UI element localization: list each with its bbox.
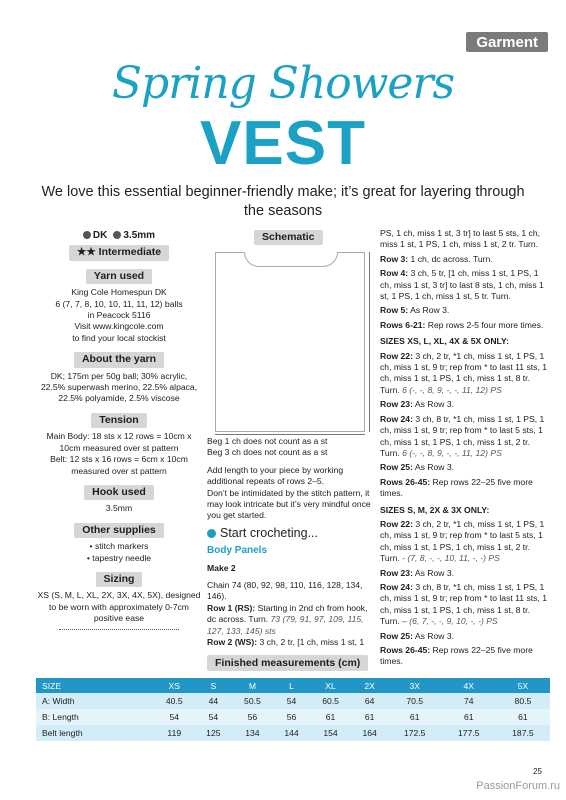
pattern-row: Row 4: 3 ch, 5 tr, [1 ch, miss 1 st, 1 PS, 1 ch, miss 1 st, 3 tr] to last 8 sts, 1 ch, miss 1 st, 1 PS, 1 ch, miss 1 st, 5 tr. Turn. bbox=[380, 268, 544, 302]
table-cell: 61 bbox=[352, 709, 388, 725]
page-number: 25 bbox=[533, 767, 542, 776]
table-cell: 56 bbox=[273, 709, 309, 725]
table-cell: 172.5 bbox=[388, 725, 442, 741]
title-main: VEST bbox=[200, 109, 366, 178]
yarn-line: Visit www.kingcole.com bbox=[74, 321, 164, 332]
table-cell: 119 bbox=[153, 725, 195, 741]
row-2: Row 2 (WS): 3 ch, 2 tr, [1 ch, miss 1 st, 1 bbox=[207, 637, 365, 648]
pattern-row: Rows 26-45: Rep rows 22–25 five more times. bbox=[380, 476, 533, 499]
table-cell: 61 bbox=[388, 709, 442, 725]
table-cell: 154 bbox=[310, 725, 352, 741]
about-line: 22.5% superwash merino, 22.5% alpaca, bbox=[40, 382, 198, 393]
column-header: 4X bbox=[442, 678, 496, 693]
yarn-line: in Peacock 5116 bbox=[87, 310, 151, 321]
table-cell: 54 bbox=[195, 709, 231, 725]
table-cell: 54 bbox=[153, 709, 195, 725]
table-cell: 80.5 bbox=[496, 693, 550, 709]
yarn-line: to find your local stockist bbox=[72, 332, 166, 343]
pattern-row: Rows 6-21: Rep rows 2-5 four more times. bbox=[380, 319, 544, 330]
table-row bbox=[36, 725, 550, 741]
yarn-header: Yarn used bbox=[86, 269, 152, 284]
tension-line: measured over st pattern bbox=[71, 465, 167, 476]
supplies-header: Other supplies bbox=[74, 523, 164, 538]
yarn-line: King Cole Homespun DK bbox=[71, 287, 167, 298]
table-cell: 60.5 bbox=[310, 693, 352, 709]
table-cell: B: Length bbox=[36, 709, 153, 725]
sizing-text: XS (S, M, L, XL, 2X, 3X, 4X, 5X), designed to be worn with approximately 0-7cm positive ease bbox=[37, 590, 201, 624]
table-cell: 64 bbox=[352, 693, 388, 709]
note-2: Beg 3 ch does not count as a st bbox=[207, 447, 328, 458]
chain-instruction: Chain 74 (80, 92, 98, 110, 116, 128, 134, 146). bbox=[207, 580, 363, 602]
column-header: XL bbox=[310, 678, 352, 693]
table-cell: 61 bbox=[310, 709, 352, 725]
table-cell: 70.5 bbox=[388, 693, 442, 709]
width-arrow bbox=[215, 434, 365, 435]
supply-item: • stitch markers bbox=[89, 541, 149, 552]
table-cell: 61 bbox=[442, 709, 496, 725]
pattern-row: Row 3: 1 ch, dc across. Turn. bbox=[380, 253, 493, 264]
column-header: L bbox=[273, 678, 309, 693]
pattern-row: Row 24: 3 ch, 8 tr, *1 ch, miss 1 st, 1 PS, 1 ch, miss 1 st, 9 tr; rep from * to last 11 sts, 1 ch, miss 1 st, 1 PS, 1 ch, miss 1 st, 8 tr. Turn. – (6, 7, -, -, 9, 10, -, -) PS bbox=[380, 581, 547, 627]
sizing-header: Sizing bbox=[96, 572, 143, 587]
pattern-row: Row 22: 3 ch, 2 tr, *1 ch, miss 1 st, 1 PS, 1 ch, miss 1 st, 9 tr; rep from * to last 11 sts, 1 ch, miss 1 st, 1 PS, 1 ch, miss 1 st, 8 tr. Turn. 6 (-, -, 8, 9, -, -, 11, 12) PS bbox=[380, 350, 547, 395]
watermark: PassionForum.ru bbox=[476, 780, 560, 792]
advice-2: Don’t be intimidated by the stitch pattern, it may look intricate but it’s very mindful once you get started. bbox=[207, 487, 371, 521]
advice-1: Add length to your piece by working additional repeats of rows 2–5. bbox=[207, 464, 344, 487]
measurements-header: Finished measurements (cm) bbox=[207, 655, 368, 671]
table-cell: 134 bbox=[231, 725, 273, 741]
pattern-row: Row 23: As Row 3. bbox=[380, 567, 455, 578]
pattern-row: Row 25: As Row 3. bbox=[380, 630, 455, 641]
weight-badge: DK bbox=[83, 230, 107, 241]
column-header: 5X bbox=[496, 678, 550, 693]
tension-line: Main Body: 18 sts x 12 rows = 10cm x bbox=[46, 431, 192, 442]
column-header: 3X bbox=[388, 678, 442, 693]
pattern-row: Rows 26-45: Rep rows 22–25 five more times. bbox=[380, 645, 533, 667]
table-cell: 74 bbox=[442, 693, 496, 709]
pattern-row: Row 22: 3 ch, 2 tr, *1 ch, miss 1 st, 1 PS, 1 ch, miss 1 st, 9 tr; rep from * to last 5 sts, 1 ch, miss 1 st, 1 PS, 1 ch, miss 1 st, 2 tr. Turn. - (7, 8, -, -, 10, 11, -, -) PS bbox=[380, 518, 545, 564]
start-heading: Start crocheting... bbox=[207, 528, 375, 539]
hook-header: Hook used bbox=[84, 485, 154, 500]
table-cell: 56 bbox=[231, 709, 273, 725]
left-column bbox=[34, 230, 204, 630]
divider bbox=[59, 629, 179, 630]
pattern-row: Row 24: 3 ch, 8 tr, *1 ch, miss 1 st, 1 PS, 1 ch, miss 1 st, 9 tr; rep from * to last 5 sts, 1 ch, miss 1 st, 1 PS, 1 ch, miss 1 st, 2 tr. Turn. 6 (-, -, 8, 9, -, -, 11, 12) PS bbox=[380, 413, 545, 458]
table-cell: 187.5 bbox=[496, 725, 550, 741]
pattern-row: Row 23: As Row 3. bbox=[380, 399, 455, 410]
about-header: About the yarn bbox=[74, 352, 164, 367]
table-header-row bbox=[36, 678, 550, 693]
body-panels-heading: Body Panels bbox=[207, 545, 268, 557]
supplies-list bbox=[34, 541, 204, 564]
tension-lines bbox=[34, 431, 204, 477]
yarn-lines bbox=[34, 287, 204, 344]
table-cell: Belt length bbox=[36, 725, 153, 741]
table-cell: 164 bbox=[352, 725, 388, 741]
hook-badge: 3.5mm bbox=[113, 230, 155, 241]
note-1: Beg 1 ch does not count as a st bbox=[207, 436, 328, 446]
about-lines bbox=[34, 371, 204, 405]
yarn-line: 6 (7, 7, 8, 10, 10, 11, 11, 12) balls bbox=[55, 298, 183, 309]
table-cell: 144 bbox=[273, 725, 309, 741]
make-count: Make 2 bbox=[207, 562, 236, 573]
table-cell: 61 bbox=[496, 709, 550, 725]
about-line: DK; 175m per 50g ball; 30% acrylic, bbox=[50, 370, 188, 381]
supply-item: • tapestry needle bbox=[86, 552, 152, 563]
sizes-heading: SIZES XS, L, XL, 4X & 5X ONLY: bbox=[380, 336, 509, 347]
column-header: 2X bbox=[352, 678, 388, 693]
right-column bbox=[380, 228, 548, 671]
table-cell: 54 bbox=[273, 693, 309, 709]
table-cell: A: Width bbox=[36, 693, 153, 709]
measurements-table bbox=[36, 678, 550, 741]
tension-header: Tension bbox=[91, 413, 146, 428]
table-cell: 40.5 bbox=[153, 693, 195, 709]
schematic-diagram bbox=[215, 252, 365, 432]
hook-icon bbox=[113, 231, 121, 239]
schematic-neckline bbox=[244, 252, 338, 267]
pattern-row: Row 5: As Row 3. bbox=[380, 305, 450, 316]
column-header: S bbox=[195, 678, 231, 693]
table-cell: 125 bbox=[195, 725, 231, 741]
intro-text: We love this essential beginner-friendly make; it’s great for layering through the seasons bbox=[41, 184, 525, 219]
table-cell: 44 bbox=[195, 693, 231, 709]
hook-value: 3.5mm bbox=[105, 503, 133, 514]
row-1: Row 1 (RS): Starting in 2nd ch from hook, dc across. Turn. 73 (79, 91, 97, 109, 115, 127, 133, 145) sts bbox=[207, 602, 368, 636]
title-script: Spring Showers bbox=[111, 58, 455, 109]
schematic-header: Schematic bbox=[254, 230, 323, 245]
pattern-text bbox=[207, 436, 375, 649]
about-line: 22.5% polyamide, 2.5% viscose bbox=[58, 393, 180, 404]
table-cell: 177.5 bbox=[442, 725, 496, 741]
column-header: SIZE bbox=[36, 678, 153, 693]
badges-row bbox=[34, 230, 204, 241]
length-arrow bbox=[369, 252, 370, 432]
sizes-heading: SIZES S, M, 2X & 3X ONLY: bbox=[380, 504, 490, 515]
tension-line: Belt: 12 sts x 16 rows = 6cm x 10cm bbox=[50, 454, 188, 465]
table-row bbox=[36, 709, 550, 725]
column-header: M bbox=[231, 678, 273, 693]
yarn-ball-icon bbox=[83, 231, 91, 239]
yarn-ball-icon bbox=[207, 529, 216, 538]
table-row bbox=[36, 693, 550, 709]
section-tag: Garment bbox=[466, 32, 548, 52]
tension-line: 10cm measured over st pattern bbox=[59, 442, 179, 453]
level-badge: ★★ Intermediate bbox=[69, 245, 169, 260]
column-header: XS bbox=[153, 678, 195, 693]
pattern-row: PS, 1 ch, miss 1 st, 3 tr] to last 5 sts, 1 ch, miss 1 st, 1 PS, 1 ch, miss 1 st, 2 tr. Turn. bbox=[380, 228, 540, 250]
table-cell: 50.5 bbox=[231, 693, 273, 709]
pattern-row: Row 25: As Row 3. bbox=[380, 462, 455, 473]
